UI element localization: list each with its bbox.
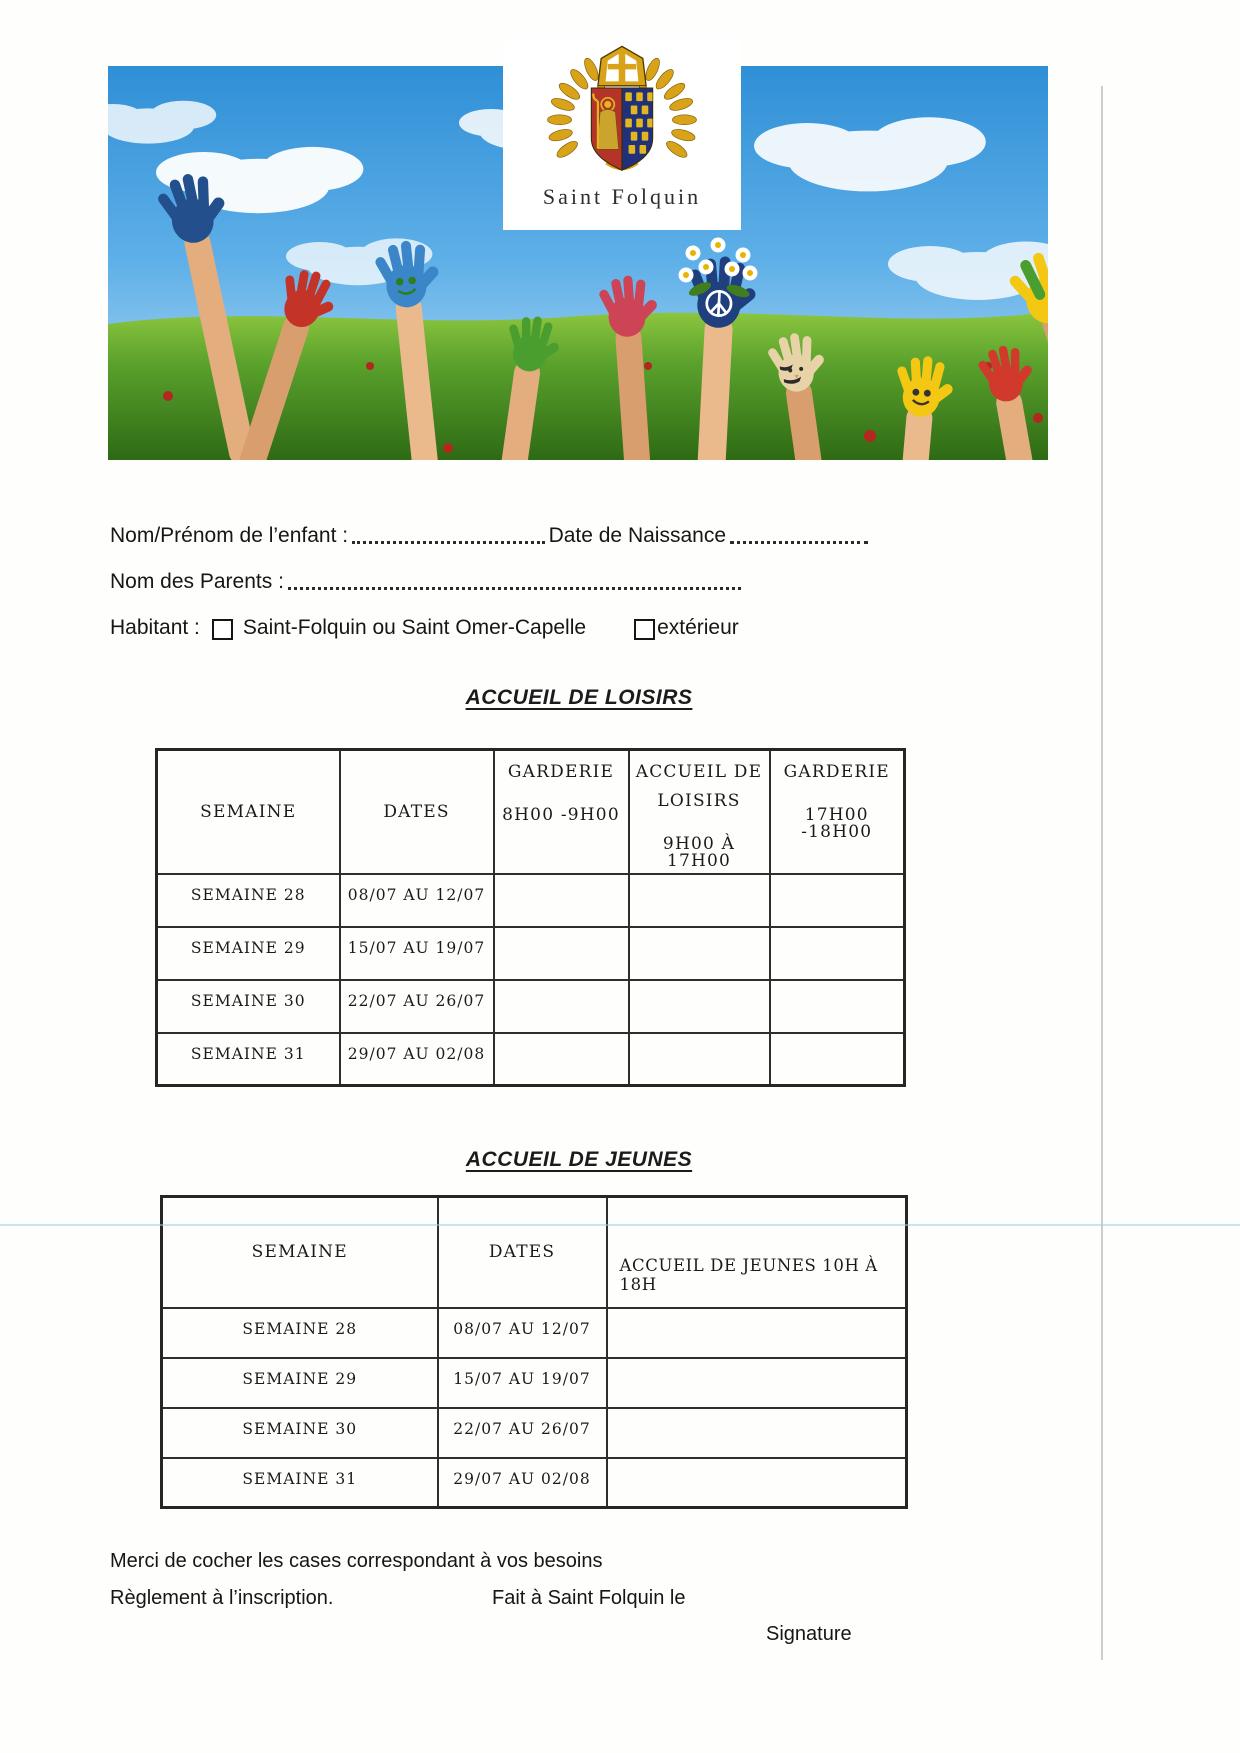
child-name-field[interactable] <box>352 537 544 544</box>
accueil-cell[interactable] <box>629 927 770 980</box>
table-row <box>162 1408 907 1458</box>
birth-date-field[interactable] <box>730 537 868 544</box>
footer-note-payment: Règlement à l’inscription. <box>110 1587 334 1609</box>
table-row <box>162 1358 907 1408</box>
jeunes-cell[interactable] <box>607 1308 907 1358</box>
garderie-am-cell[interactable] <box>494 1033 629 1086</box>
loisirs-col-dates: DATES <box>340 750 494 874</box>
week-cell: SEMAINE 31 <box>157 1033 340 1086</box>
garderie-pm-cell[interactable] <box>770 980 905 1033</box>
dates-cell: 08/07 AU 12/07 <box>340 874 494 927</box>
accueil-cell[interactable] <box>629 1033 770 1086</box>
resident-label: Habitant : <box>110 616 200 639</box>
footer-note-check: Merci de cocher les cases correspondant à vos besoins <box>110 1550 603 1572</box>
resident-external-label: extérieur <box>657 616 739 639</box>
jeunes-col-accueil: ACCUEIL DE JEUNES 10H À 18H <box>607 1197 907 1308</box>
parents-name-label: Nom des Parents : <box>110 570 284 593</box>
dates-cell: 15/07 AU 19/07 <box>438 1358 607 1408</box>
loisirs-col-garderie-am: GARDERIE 8H00 -9H00 <box>494 750 629 874</box>
dates-cell: 22/07 AU 26/07 <box>438 1408 607 1458</box>
table-row <box>162 1308 907 1358</box>
garderie-pm-cell[interactable] <box>770 874 905 927</box>
garderie-am-cell[interactable] <box>494 874 629 927</box>
scan-edge-line <box>1101 86 1103 1660</box>
logo-box <box>503 38 741 230</box>
jeunes-col-dates: DATES <box>438 1197 607 1308</box>
parents-name-field[interactable] <box>288 583 741 590</box>
jeunes-cell[interactable] <box>607 1408 907 1458</box>
garderie-pm-cell[interactable] <box>770 927 905 980</box>
resident-local-label: Saint-Folquin ou Saint Omer-Capelle <box>242 616 587 639</box>
garderie-am-cell[interactable] <box>494 980 629 1033</box>
garderie-pm-cell[interactable] <box>770 1033 905 1086</box>
jeunes-table <box>160 1195 908 1509</box>
jeunes-cell[interactable] <box>607 1458 907 1508</box>
resident-line <box>110 616 739 640</box>
child-name-line <box>110 524 872 548</box>
table-row <box>162 1458 907 1508</box>
loisirs-section-title: ACCUEIL DE LOISIRS <box>465 686 693 709</box>
table-row <box>157 874 905 927</box>
loisirs-col-semaine: SEMAINE <box>157 750 340 874</box>
loisirs-col-accueil: ACCUEIL DE LOISIRS 9H00 À 17H00 <box>629 750 770 874</box>
week-cell: SEMAINE 30 <box>157 980 340 1033</box>
scan-blue-line <box>0 1224 1240 1226</box>
resident-local-checkbox[interactable] <box>212 619 233 640</box>
table-row <box>157 927 905 980</box>
jeunes-section-title: ACCUEIL DE JEUNES <box>465 1148 693 1171</box>
week-cell: SEMAINE 28 <box>157 874 340 927</box>
parents-name-line <box>110 570 745 594</box>
dates-cell: 15/07 AU 19/07 <box>340 927 494 980</box>
dates-cell: 22/07 AU 26/07 <box>340 980 494 1033</box>
birth-date-label: Date de Naissance <box>548 524 726 547</box>
logo-title: Saint Folquin <box>542 184 702 209</box>
saint-folquin-crest-icon <box>534 42 710 180</box>
footer-place-date: Fait à Saint Folquin le <box>492 1587 686 1609</box>
table-row <box>157 1033 905 1086</box>
dates-cell: 29/07 AU 02/08 <box>438 1458 607 1508</box>
dates-cell: 08/07 AU 12/07 <box>438 1308 607 1358</box>
jeunes-cell[interactable] <box>607 1358 907 1408</box>
week-cell: SEMAINE 29 <box>162 1358 438 1408</box>
loisirs-table <box>155 748 906 1087</box>
table-row <box>157 980 905 1033</box>
jeunes-col-semaine: SEMAINE <box>162 1197 438 1308</box>
accueil-cell[interactable] <box>629 874 770 927</box>
garderie-am-cell[interactable] <box>494 927 629 980</box>
accueil-cell[interactable] <box>629 980 770 1033</box>
week-cell: SEMAINE 31 <box>162 1458 438 1508</box>
loisirs-col-garderie-pm: GARDERIE 17H00 -18H00 <box>770 750 905 874</box>
child-name-label: Nom/Prénom de l’enfant : <box>110 524 349 547</box>
footer-signature-label: Signature <box>766 1623 852 1645</box>
week-cell: SEMAINE 30 <box>162 1408 438 1458</box>
resident-external-checkbox[interactable] <box>634 619 655 640</box>
week-cell: SEMAINE 29 <box>157 927 340 980</box>
dates-cell: 29/07 AU 02/08 <box>340 1033 494 1086</box>
week-cell: SEMAINE 28 <box>162 1308 438 1358</box>
